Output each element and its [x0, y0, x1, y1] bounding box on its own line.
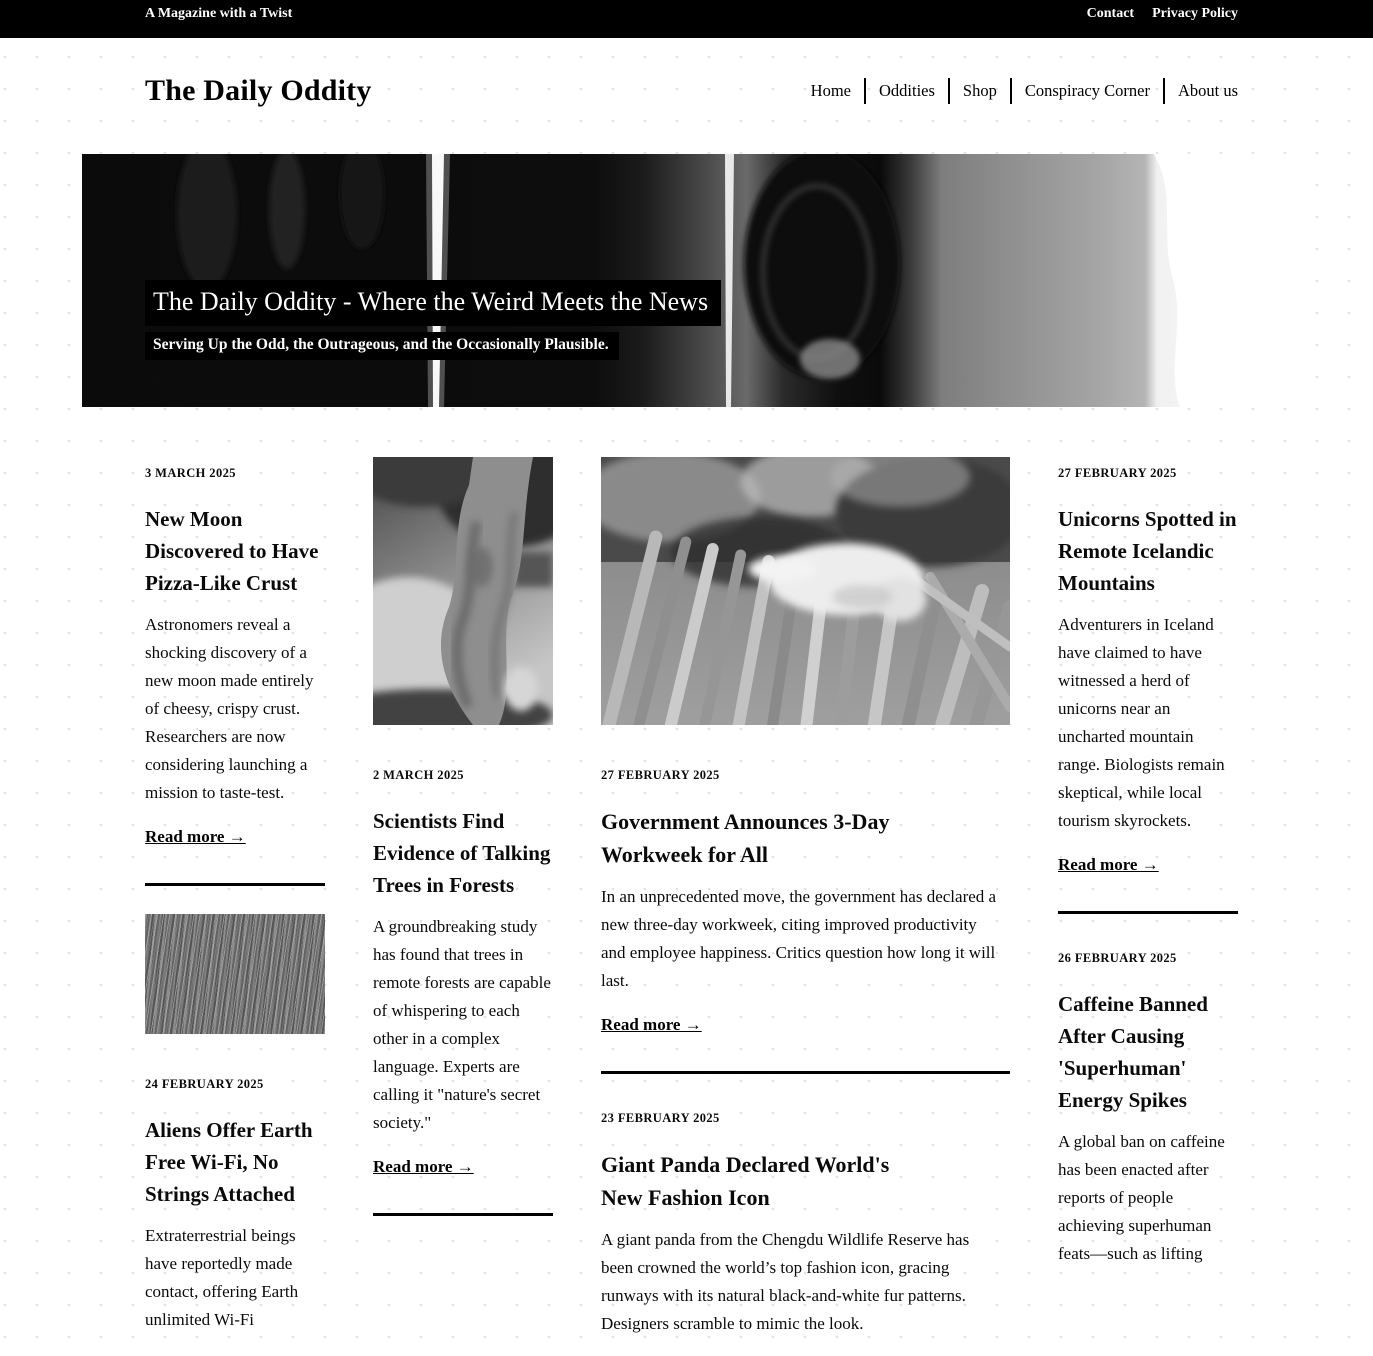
article-date: 3 MARCH 2025	[145, 466, 236, 480]
hero-text	[145, 280, 721, 360]
article-date: 24 FEBRUARY 2025	[145, 1077, 264, 1091]
topbar	[0, 0, 1373, 38]
article-excerpt: Extraterrestrial beings have reportedly made contact, offering Earth unlimited Wi-Fi	[145, 1226, 299, 1329]
site-tagline: A Magazine with a Twist	[145, 6, 293, 21]
article-date: 2 MARCH 2025	[373, 768, 464, 782]
article-excerpt: Adventurers in Iceland have claimed to have witnessed a herd of unicorns near an uncharted mountain range. Biologists remain skeptical, while local tourism skyrockets.	[1058, 615, 1225, 830]
privacy-policy-link[interactable]: Privacy Policy	[1152, 6, 1238, 21]
article-date: 27 FEBRUARY 2025	[601, 768, 720, 782]
article-divider	[373, 1213, 553, 1216]
site-header	[0, 38, 1373, 154]
article-divider	[601, 1071, 1010, 1074]
hero-banner	[82, 154, 1301, 407]
article-image-aliens-wifi[interactable]	[145, 914, 325, 1034]
tree-trunk-image	[373, 457, 553, 725]
nav-item-oddities[interactable]: Oddities	[878, 81, 935, 100]
article-title[interactable]: Unicorns Spotted in Remote Icelandic Mountains	[1058, 507, 1237, 595]
read-more-link[interactable]: Read more →	[373, 1157, 474, 1176]
nav-item-shop[interactable]: Shop	[962, 81, 997, 100]
article-excerpt: In an unprecedented move, the government has declared a new three-day workweek, citing improved productivity and employee happiness. Critics question how long it will last.	[601, 887, 997, 990]
column-1	[145, 457, 325, 1352]
column-4	[1058, 457, 1238, 1286]
article-title[interactable]: Government Announces 3-Day Workweek for All	[601, 809, 890, 867]
article-divider	[145, 883, 325, 886]
article-aliens-wifi	[145, 914, 325, 1334]
article-talking-trees	[373, 457, 553, 1177]
read-more-link[interactable]: Read more →	[601, 1015, 702, 1034]
nav-item-conspiracy-corner[interactable]: Conspiracy Corner	[1024, 81, 1150, 100]
article-divider	[1058, 911, 1238, 914]
article-title[interactable]: Caffeine Banned After Causing 'Superhuman' Energy Spikes	[1058, 992, 1208, 1112]
column-3	[601, 457, 1010, 1356]
article-date: 27 FEBRUARY 2025	[1058, 466, 1177, 480]
article-grid	[145, 457, 1238, 1356]
article-pizza-moon	[145, 457, 325, 847]
article-excerpt: A giant panda from the Chengdu Wildlife Reserve has been crowned the world’s top fashion icon, gracing runways with its natural black-and-white fur patterns. Designers scramble to mimic the look.	[601, 1230, 970, 1333]
nav-item-home[interactable]: Home	[810, 81, 851, 100]
article-image-talking-trees[interactable]	[373, 457, 553, 725]
hero-subtitle: Serving Up the Odd, the Outrageous, and the Occasionally Plausible.	[145, 332, 619, 360]
read-more-link[interactable]: Read more →	[1058, 855, 1159, 874]
article-excerpt: Astronomers reveal a shocking discovery of a new moon made entirely of cheesy, crispy crust. Researchers are now considering launching a mission to taste-test.	[145, 615, 314, 802]
main-nav	[811, 78, 1238, 104]
article-title[interactable]: Giant Panda Declared World's New Fashion Icon	[601, 1152, 890, 1210]
article-title[interactable]: New Moon Discovered to Have Pizza-Like Crust	[145, 507, 319, 595]
contact-link[interactable]: Contact	[1086, 6, 1135, 21]
article-panda-fashion	[601, 1102, 1010, 1338]
nav-item-about-us[interactable]: About us	[1177, 81, 1238, 100]
article-date: 26 FEBRUARY 2025	[1058, 951, 1177, 965]
article-workweek	[601, 457, 1010, 1035]
column-2	[373, 457, 553, 1244]
cat-on-bamboo-image	[601, 457, 1010, 725]
article-caffeine-ban	[1058, 942, 1238, 1268]
article-excerpt: A groundbreaking study has found that trees in remote forests are capable of whispering to each other in a complex language. Experts are calling it "nature's secret society."	[373, 917, 551, 1132]
article-image-workweek[interactable]	[601, 457, 1010, 725]
article-excerpt: A global ban on caffeine has been enacted after reports of people achieving superhuman feats—such as lifting	[1058, 1132, 1225, 1263]
hero-title: The Daily Oddity - Where the Weird Meets the News	[145, 280, 721, 326]
topbar-links	[1087, 6, 1238, 22]
article-title[interactable]: Aliens Offer Earth Free Wi-Fi, No Strings Attached	[145, 1118, 313, 1206]
article-unicorns	[1058, 457, 1238, 875]
article-title[interactable]: Scientists Find Evidence of Talking Trees in Forests	[373, 809, 551, 897]
site-logo[interactable]: The Daily Oddity	[145, 74, 372, 107]
article-date: 23 FEBRUARY 2025	[601, 1111, 720, 1125]
read-more-link[interactable]: Read more →	[145, 827, 246, 846]
